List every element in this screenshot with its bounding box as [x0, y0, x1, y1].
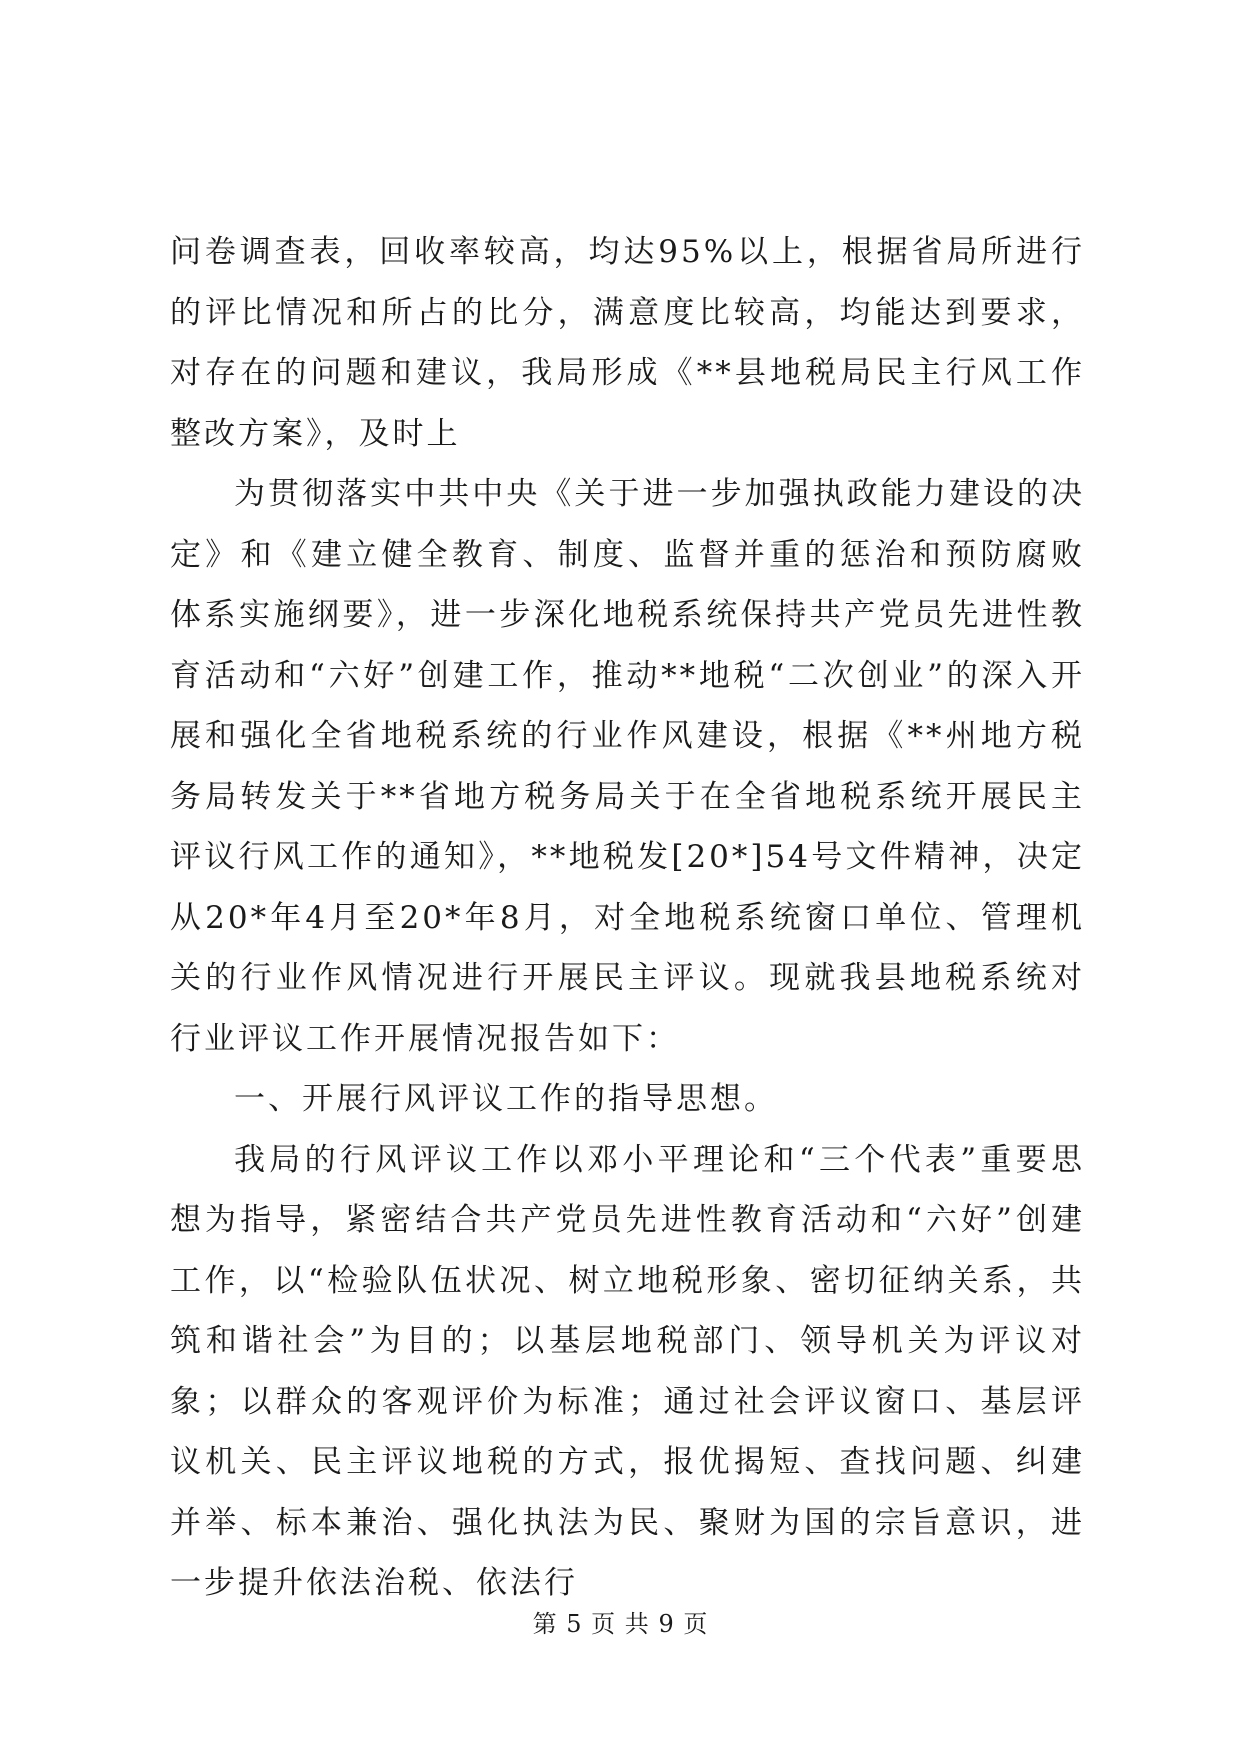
- paragraph-1: 问卷调查表，回收率较高，均达95%以上，根据省局所进行的评比情况和所占的比分，满意度比较高，均能达到要求，对存在的问题和建议，我局形成《**县地税局民主行风工作整改方案》，及时上: [170, 234, 1085, 452]
- paragraph-3: 我局的行风评议工作以邓小平理论和“三个代表”重要思想为指导，紧密结合共产党员先进性教育活动和“六好”创建工作，以“检验队伍状况、树立地税形象、密切征纳关系，共筑和谐社会”为目的；以基层地税部门、领导机关为评议对象；以群众的客观评价为标准；通过社会评议窗口、基层评议机关、民主评议地税的方式，报优揭短、查找问题、纠建并举、标本兼治、强化执法为民、聚财为国的宗旨意识，进一步提升依法治税、依法行: [170, 1141, 1085, 1601]
- page-footer: [0, 1604, 1241, 1639]
- document-body: [170, 222, 1085, 1614]
- paragraph-2: 为贯彻落实中共中央《关于进一步加强执政能力建设的决定》和《建立健全教育、制度、监督并重的惩治和预防腐败体系实施纲要》，进一步深化地税系统保持共产党员先进性教育活动和“六好”创建工作，推动**地税“二次创业”的深入开展和强化全省地税系统的行业作风建设，根据《**州地方税务局转发关于**省地方税务局关于在全省地税系统开展民主评议行风工作的通知》，**地税发[20*]54号文件精神，决定从20*年4月至20*年8月，对全地税系统窗口单位、管理机关的行业作风情况进行开展民主评议。现就我县地税系统对行业评议工作开展情况报告如下：: [170, 476, 1085, 1057]
- page-number: 第 5 页 共 9 页: [532, 1610, 709, 1638]
- section-heading-1: 一、开展行风评议工作的指导思想。: [234, 1081, 778, 1117]
